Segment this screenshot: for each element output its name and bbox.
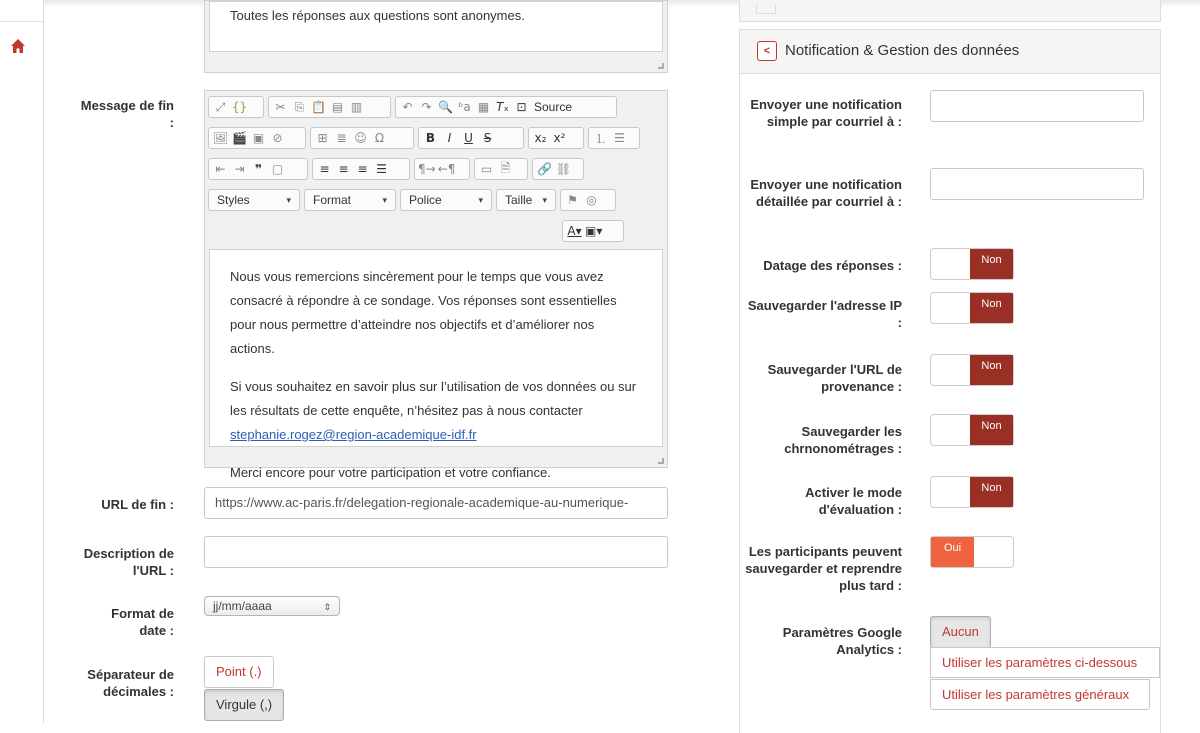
google-analytics-label: Paramètres Google Analytics : bbox=[782, 625, 902, 657]
decimal-comma-option[interactable]: Virgule (,) bbox=[204, 689, 284, 721]
outdent-icon[interactable]: ⇤ bbox=[215, 162, 226, 176]
toggle-off-state: Non bbox=[970, 415, 1013, 445]
background-color-icon[interactable]: ▣▾ bbox=[585, 224, 603, 238]
globe-icon[interactable]: ◎ bbox=[586, 193, 597, 207]
toolbar-group-clipboard bbox=[268, 96, 391, 118]
save-and-resume-toggle[interactable] bbox=[930, 536, 1014, 568]
flag-icon[interactable]: ⚑ bbox=[567, 193, 578, 207]
show-blocks-icon[interactable]: {} bbox=[231, 100, 248, 114]
cut-icon[interactable]: ✂ bbox=[275, 100, 286, 114]
save-timings-toggle[interactable] bbox=[930, 414, 1014, 446]
end-message-paragraph-2: Si vous souhaitez en savoir plus sur l’utilisation de vos données ou sur les résultats de cette enquête, n’hésitez pas à nous contacter stephanie.rogez@region-academique-idf.fr bbox=[230, 379, 637, 442]
find-icon[interactable]: 🔍 bbox=[438, 100, 453, 114]
strikethrough-icon[interactable]: S bbox=[483, 131, 492, 145]
toolbar-group-insert bbox=[208, 127, 306, 149]
toolbar-group-document bbox=[208, 96, 264, 118]
toolbar-group-links bbox=[532, 158, 584, 180]
undo-icon[interactable]: ↶ bbox=[402, 100, 413, 114]
document-icon[interactable]: 🗎 bbox=[500, 160, 511, 175]
save-referrer-toggle[interactable] bbox=[930, 354, 1014, 386]
toolbar-group-misc bbox=[560, 189, 616, 211]
toggle-off-state: Non bbox=[970, 355, 1013, 385]
save-ip-label: Sauvegarder l'adresse IP : bbox=[747, 298, 902, 330]
format-combo[interactable]: Format ▾ bbox=[304, 189, 396, 211]
end-message-paragraph-3: Merci encore pour votre participation et votre confiance. bbox=[230, 465, 551, 480]
redo-icon[interactable]: ↷ bbox=[421, 100, 432, 114]
italic-icon[interactable]: I bbox=[447, 131, 452, 145]
toolbar-group-templates bbox=[474, 158, 528, 180]
source-icon[interactable]: ⊡ bbox=[516, 100, 527, 114]
unlink-icon[interactable]: ⛓ bbox=[555, 162, 572, 176]
toggle-off-state: Non bbox=[970, 293, 1013, 323]
toolbar-group-lists bbox=[588, 127, 640, 149]
end-message-editor bbox=[204, 90, 668, 480]
align-right-icon[interactable]: ≡ bbox=[357, 162, 368, 176]
chevron-left-icon[interactable]: < bbox=[757, 41, 777, 61]
simple-notification-input[interactable] bbox=[930, 90, 1144, 122]
horizontal-rule-icon[interactable]: ≣ bbox=[336, 131, 347, 145]
source-button[interactable]: Source bbox=[534, 100, 573, 114]
link-circle-icon[interactable]: ⊘ bbox=[272, 131, 283, 145]
toggle-off-state: Non bbox=[970, 477, 1013, 507]
copy-icon[interactable]: ⎘ bbox=[294, 99, 305, 114]
previous-panel-tab bbox=[756, 4, 776, 14]
remove-format-icon[interactable]: T ₓ bbox=[496, 100, 509, 114]
chevron-down-icon: ▾ bbox=[382, 195, 387, 205]
align-center-icon[interactable]: ≡ bbox=[338, 162, 349, 176]
panel-title: Notification & Gestion des données bbox=[785, 42, 1020, 59]
end-message-paragraph-1: Nous vous remercions sincèrement pour le temps que vous avez consacré à répondre à ce sondage. Vos réponses sont essentielles pour nous permettre d’atteindre nos objectifs et d’améliorer nos actions. bbox=[230, 269, 617, 356]
chevron-down-icon: ▾ bbox=[478, 195, 483, 205]
google-analytics-none-option[interactable]: Aucun bbox=[930, 616, 991, 648]
left-rail bbox=[0, 0, 44, 723]
save-referrer-label: Sauvegarder l'URL de provenance : bbox=[767, 362, 902, 394]
chevron-down-icon: ▾ bbox=[542, 195, 547, 205]
subscript-icon[interactable]: x₂ bbox=[534, 131, 547, 145]
decimal-separator-label: Séparateur de décimales : bbox=[87, 667, 174, 699]
align-left-icon[interactable]: ≡ bbox=[319, 162, 330, 176]
save-timings-label: Sauvegarder les chrnonométrages : bbox=[784, 424, 902, 456]
select-all-icon[interactable]: ▦ bbox=[477, 100, 490, 114]
save-and-resume-label: Les participants peuvent sauvegarder et reprendre plus tard : bbox=[745, 544, 902, 593]
ltr-icon[interactable]: ¶→ bbox=[418, 162, 436, 176]
special-char-icon[interactable]: Ω bbox=[374, 131, 385, 145]
bullet-list-icon[interactable]: ☰ bbox=[614, 131, 625, 145]
simple-notification-label: Envoyer une notification simple par courriel à : bbox=[750, 97, 902, 129]
rail-divider bbox=[0, 21, 44, 22]
save-ip-toggle[interactable] bbox=[930, 292, 1014, 324]
home-icon[interactable] bbox=[10, 38, 26, 54]
bold-icon[interactable]: B bbox=[425, 131, 436, 145]
toolbar-group-direction bbox=[414, 158, 470, 180]
resize-grip[interactable] bbox=[658, 458, 664, 464]
toolbar-group-editing bbox=[395, 96, 617, 118]
contact-email-link[interactable]: stephanie.rogez@region-academique-idf.fr bbox=[230, 427, 477, 442]
chevron-down-icon: ▾ bbox=[286, 195, 291, 205]
flash-icon[interactable]: 🎬 bbox=[232, 131, 247, 145]
link-icon[interactable]: 🔗 bbox=[537, 162, 552, 176]
superscript-icon[interactable]: x² bbox=[553, 131, 566, 145]
toolbar-group-indent bbox=[208, 158, 308, 180]
font-combo[interactable]: Police ▾ bbox=[400, 189, 492, 211]
image-icon[interactable]: 🖼 bbox=[212, 131, 229, 145]
rtl-icon[interactable]: ←¶ bbox=[437, 162, 456, 176]
numbered-list-icon[interactable]: ⒈ bbox=[594, 131, 607, 146]
detailed-notification-label: Envoyer une notification détaillée par courriel à : bbox=[750, 177, 902, 209]
media-icon[interactable]: ▣ bbox=[252, 131, 265, 145]
google-analytics-general-option[interactable]: Utiliser les paramètres généraux bbox=[930, 679, 1150, 710]
underline-icon[interactable]: U bbox=[464, 131, 473, 145]
google-analytics-below-option[interactable]: Utiliser les paramètres ci-dessous bbox=[930, 647, 1160, 678]
paste-icon[interactable]: 📋 bbox=[311, 100, 326, 114]
response-dating-label: Datage des réponses : bbox=[763, 258, 902, 273]
end-message-label: Message de fin : bbox=[80, 98, 174, 130]
end-url-input[interactable]: https://www.ac-paris.fr/delegation-regionale-academique-au-numerique- bbox=[204, 487, 668, 519]
response-dating-toggle[interactable] bbox=[930, 248, 1014, 280]
resize-grip[interactable] bbox=[658, 63, 664, 69]
evaluation-mode-toggle[interactable] bbox=[930, 476, 1014, 508]
blockquote-icon[interactable]: ❞ bbox=[254, 162, 263, 176]
url-description-label: Description de l'URL : bbox=[83, 546, 174, 578]
indent-icon[interactable]: ⇥ bbox=[234, 162, 245, 176]
evaluation-mode-label: Activer le mode d'évaluation : bbox=[805, 485, 902, 517]
previous-panel-bottom bbox=[739, 0, 1161, 22]
toolbar-group-table bbox=[310, 127, 414, 149]
maximize-icon[interactable]: ⤢ bbox=[215, 99, 226, 114]
text-color-icon[interactable]: A▾ bbox=[567, 224, 582, 238]
paste-word-icon[interactable]: ▥ bbox=[350, 100, 363, 114]
paste-text-icon[interactable]: ▤ bbox=[331, 100, 344, 114]
toolbar-group-basic-styles bbox=[418, 127, 524, 149]
toolbar-group-colors bbox=[562, 220, 624, 242]
date-format-label: Format de date : bbox=[111, 606, 174, 638]
detailed-notification-input[interactable] bbox=[930, 168, 1144, 200]
url-description-input[interactable] bbox=[204, 536, 668, 568]
templates-icon[interactable]: ▭ bbox=[480, 162, 493, 176]
replace-icon[interactable]: ᵇa bbox=[458, 100, 471, 114]
anonymity-text: Toutes les réponses aux questions sont anonymes. bbox=[230, 8, 525, 23]
toolbar-group-script bbox=[528, 127, 584, 149]
toggle-off-state: Non bbox=[970, 249, 1013, 279]
smiley-icon[interactable]: ☺ bbox=[354, 131, 367, 145]
anonymity-editor-content[interactable] bbox=[209, 1, 663, 52]
align-justify-icon[interactable]: ☰ bbox=[376, 162, 387, 176]
date-format-select[interactable]: jj/mm/aaaa ⇕ bbox=[204, 596, 340, 616]
anonymity-editor bbox=[204, 0, 668, 73]
end-message-content[interactable] bbox=[209, 249, 663, 480]
toolbar-group-align bbox=[312, 158, 410, 180]
chevron-updown-icon: ⇕ bbox=[323, 602, 331, 612]
div-icon[interactable]: ▢ bbox=[271, 162, 284, 176]
size-combo[interactable]: Taille ▾ bbox=[496, 189, 556, 211]
styles-combo[interactable]: Styles ▾ bbox=[208, 189, 300, 211]
end-url-label: URL de fin : bbox=[101, 497, 174, 512]
toggle-on-state: Oui bbox=[931, 537, 974, 567]
decimal-point-option[interactable]: Point (.) bbox=[204, 656, 274, 688]
table-icon[interactable]: ⊞ bbox=[317, 131, 328, 145]
